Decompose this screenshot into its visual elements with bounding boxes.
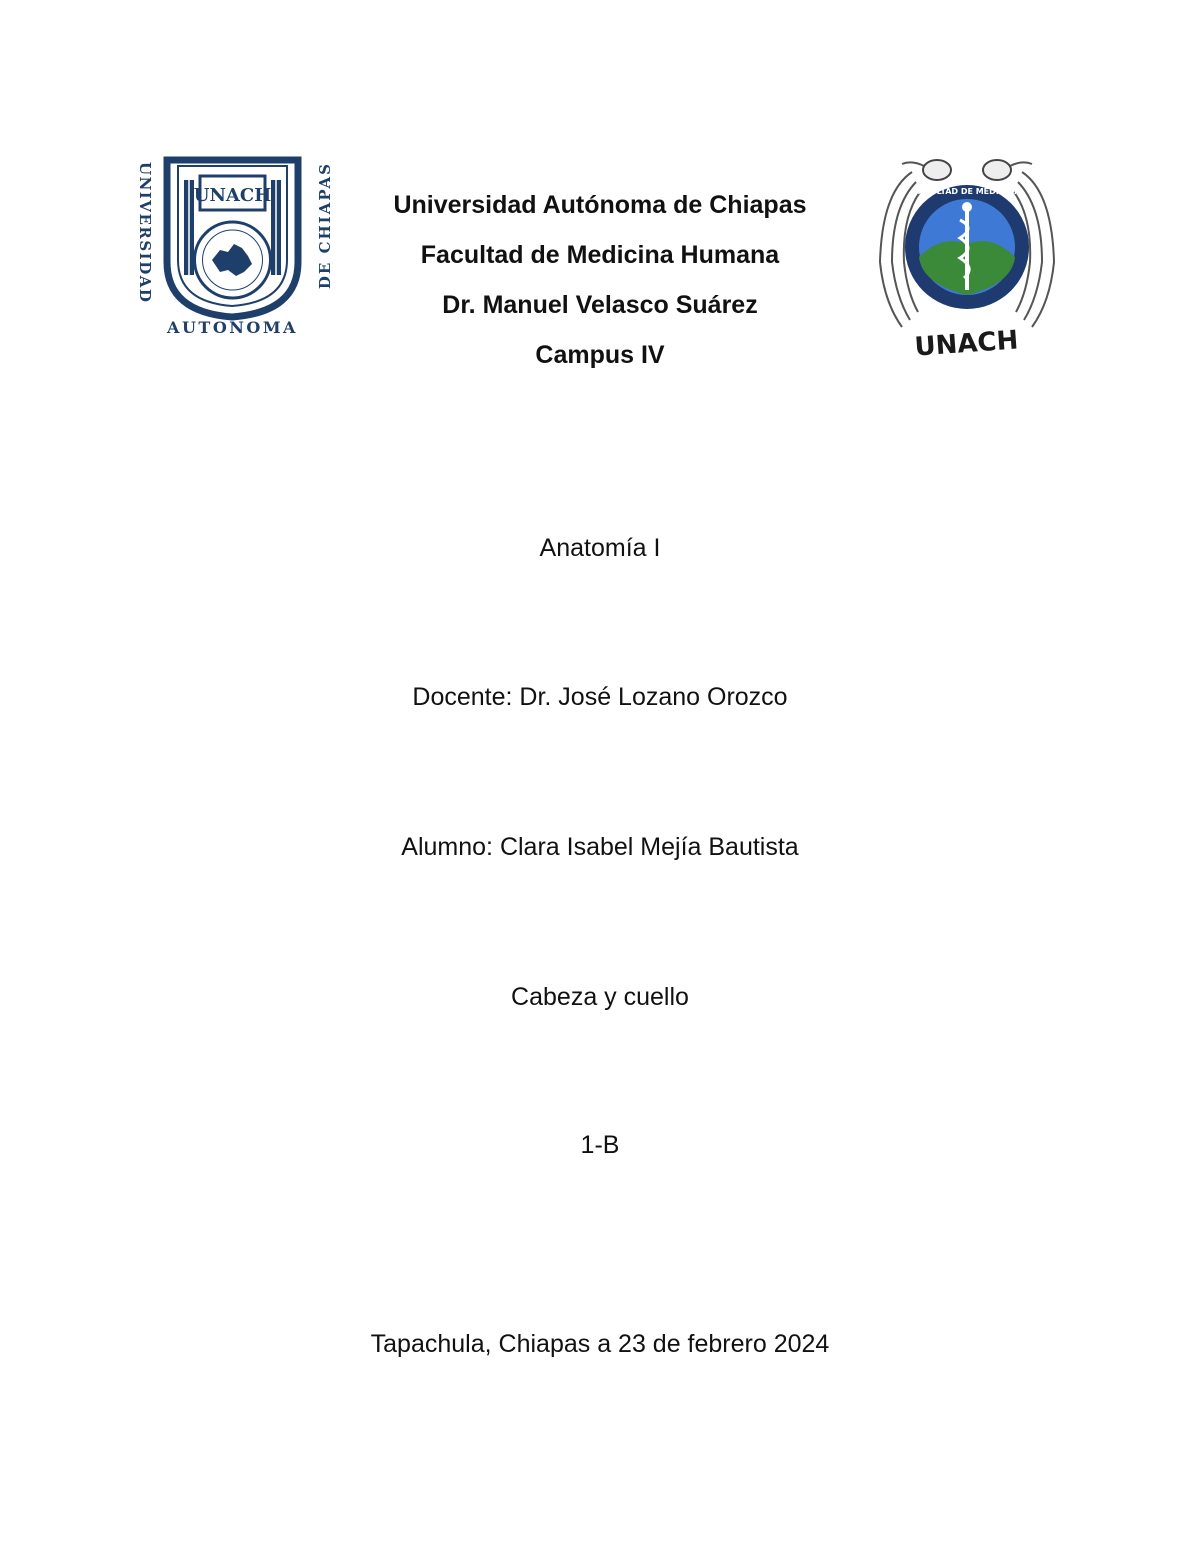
logo-left-badge-text: UNACH [193,185,272,206]
campus-name: Campus IV [535,341,665,369]
topic: Cabeza y cuello [511,983,689,1011]
faculty-of-medicine-logo [872,152,1062,367]
place-and-date: Tapachula, Chiapas a 23 de febrero 2024 [370,1330,830,1358]
unach-university-logo [130,152,335,342]
faculty-honoree: Dr. Manuel Velasco Suárez [442,291,758,319]
logo-right-bottom-text: UNACH [913,325,1020,363]
logo-left-side-text: UNIVERSIDAD [136,162,154,304]
subject: Anatomía I [539,534,661,562]
logo-right-ring-text: FACULTAD DE MEDICINA [913,187,1021,196]
teacher: Docente: Dr. José Lozano Orozco [412,683,788,711]
header-block [340,180,860,380]
university-name: Universidad Autónoma de Chiapas [393,191,807,219]
logo-left-bottom-text: AUTONOMA [167,318,298,337]
logo-right-side-text: DE CHIAPAS [316,162,334,290]
faculty-name: Facultad de Medicina Humana [420,241,780,269]
student: Alumno: Clara Isabel Mejía Bautista [401,833,799,861]
group: 1-B [580,1131,620,1159]
